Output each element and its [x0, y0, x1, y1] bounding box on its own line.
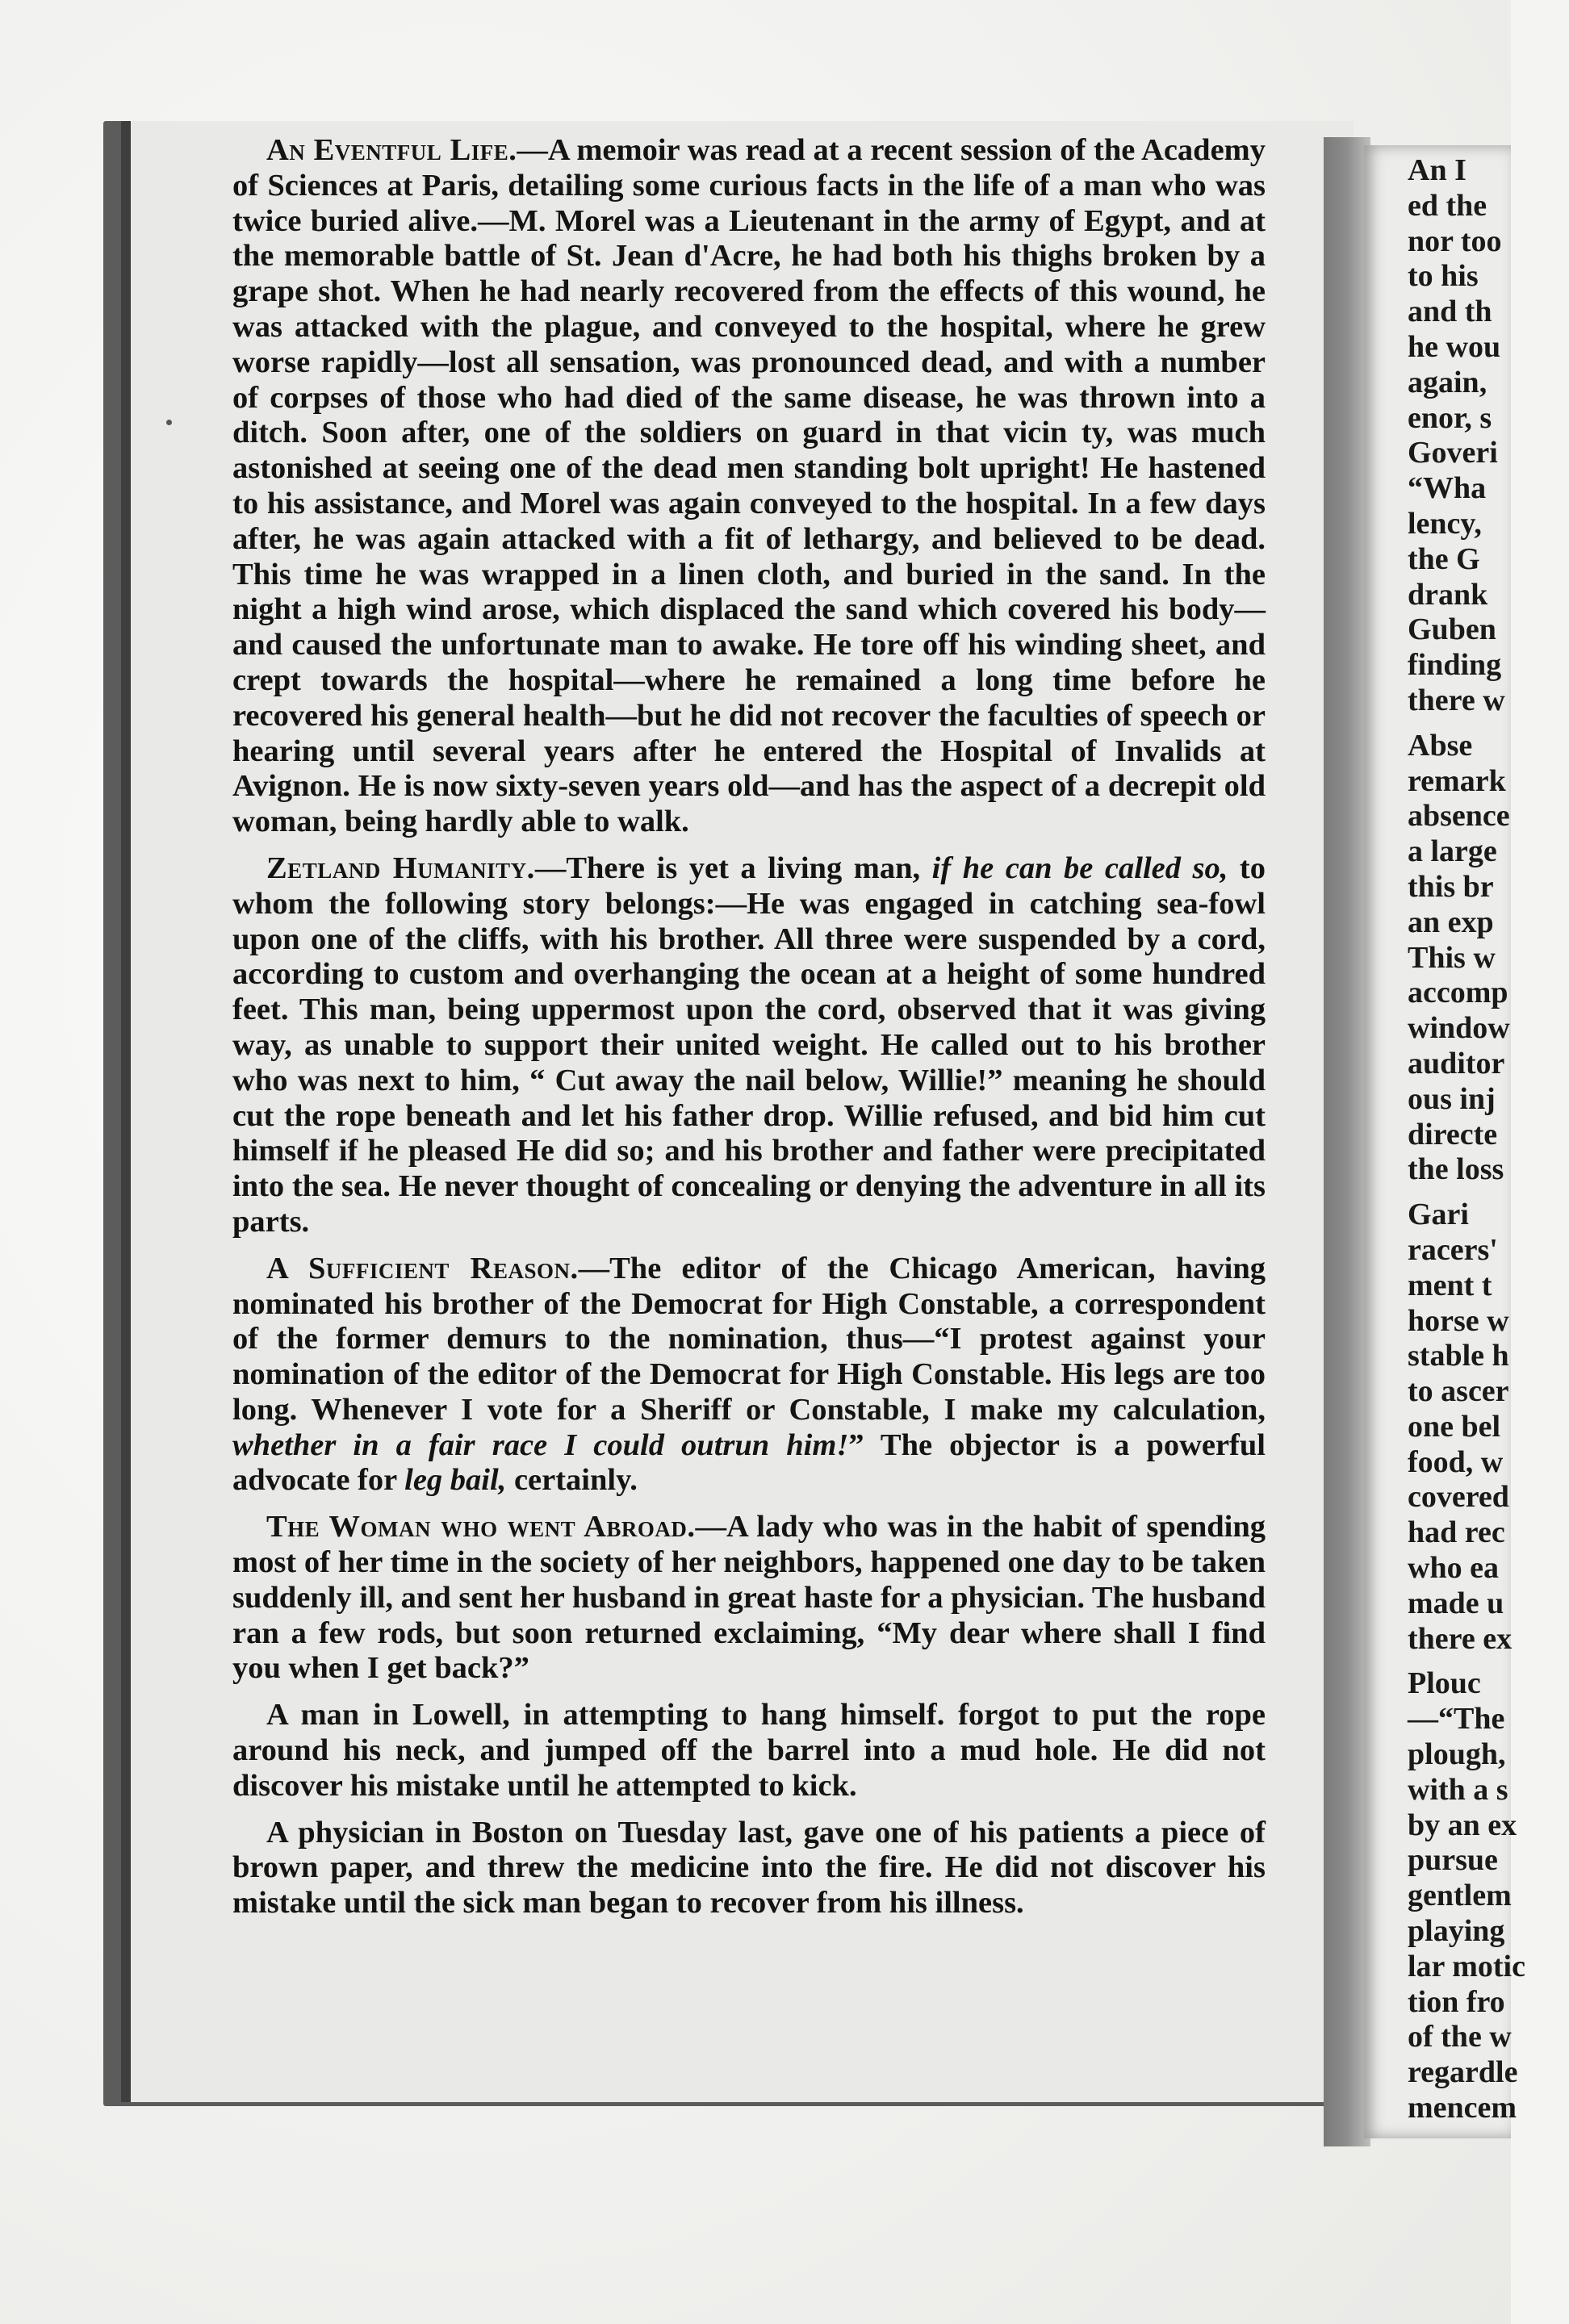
adjacent-page-line: ed the [1408, 188, 1487, 223]
adjacent-page-line: a large [1408, 834, 1497, 869]
adjacent-page-line: window [1408, 1011, 1510, 1046]
adjacent-page-line: directe [1408, 1117, 1498, 1152]
article-woman-abroad [232, 1510, 1266, 1687]
adjacent-page-line: accomp [1408, 976, 1508, 1010]
article-body: to whom the following story belongs:—He was engaged in catching sea-fowl upon one of the cliffs, with his brother. All three were suspended by a cord, according to custom and overhanging the ocean at a height of some hundred feet. This man, being uppermost upon the cord, observed that it was giving way, as unable to support their united weight. He called out to his brother who was next to him, “ Cut away the nail below, Willie!” meaning he should cut the rope beneath and let his father drop. Willie refused, and bid him cut himself if he pleased He did so; and his brother and father were precipitated into the sea. He never thought of concealing or denying the adventure in all its parts. [232, 851, 1266, 1239]
article-body: ” The objector is a powerful advocate for [232, 1427, 1266, 1498]
adjacent-page-line: Gari [1408, 1198, 1469, 1232]
adjacent-page-text [1408, 153, 1569, 2126]
adjacent-page-line: one bel [1408, 1409, 1501, 1444]
adjacent-page-line: playing [1408, 1914, 1505, 1949]
adjacent-page-line: plough, [1408, 1737, 1506, 1772]
article-eventful-life [232, 133, 1266, 840]
adjacent-page-line: made u [1408, 1586, 1504, 1620]
adjacent-page-line: had rec [1408, 1515, 1505, 1550]
adjacent-page-line: Goveri [1408, 436, 1498, 470]
adjacent-page-line: the loss [1408, 1152, 1504, 1187]
adjacent-page-line: racers' [1408, 1232, 1498, 1267]
article-boston-physician [232, 1816, 1266, 1921]
adjacent-page-line: “Wha [1408, 471, 1487, 506]
adjacent-page-line: he wou [1408, 329, 1501, 364]
article-body-italic: leg bail, [404, 1463, 507, 1498]
adjacent-page-line: An I [1408, 153, 1466, 187]
adjacent-page-line: mencem [1408, 2091, 1517, 2125]
adjacent-page-line: auditor [1408, 1046, 1505, 1080]
adjacent-page-line: regardle [1408, 2055, 1518, 2090]
adjacent-page-line: the G [1408, 541, 1480, 576]
adjacent-page-line: lar motic [1408, 1949, 1525, 1983]
adjacent-page-line: nor too [1408, 224, 1502, 258]
adjacent-page-line: with a s [1408, 1772, 1508, 1807]
adjacent-page-line: to ascer [1408, 1374, 1509, 1409]
margin-mark [166, 420, 172, 425]
adjacent-page-line: finding [1408, 648, 1502, 683]
adjacent-page-line: Guben [1408, 612, 1496, 647]
adjacent-page-line: ment t [1408, 1268, 1492, 1302]
adjacent-page-line: of the w [1408, 2020, 1512, 2054]
adjacent-page-line: absence [1408, 799, 1510, 834]
adjacent-page-line: to his [1408, 259, 1479, 294]
article-body-italic: whether in a fair race I could outrun him! [232, 1427, 849, 1462]
article-body-italic: if he can be called so, [931, 851, 1228, 885]
article-heading: A Sufficient Reason. [266, 1251, 579, 1285]
adjacent-page-line: there w [1408, 683, 1505, 717]
adjacent-page-line: stable h [1408, 1339, 1509, 1373]
article-body: —A lady who was in the habit of spending most of her time in the society of her neighbors, happened one day to be taken suddenly ill, and sent her husband in great haste for a physician. The husband ran a few rods, but soon returned exclaiming, “My dear where shall I find you when I get back?” [232, 1510, 1266, 1686]
paragraph-gap [1408, 1657, 1569, 1666]
article-body: certainly. [506, 1463, 638, 1498]
article-heading: Zetland Humanity. [266, 851, 535, 885]
adjacent-page-line: tion fro [1408, 1984, 1505, 2019]
adjacent-page-line: This w [1408, 940, 1496, 975]
adjacent-page-line: this br [1408, 869, 1494, 904]
adjacent-page-line: enor, s [1408, 400, 1492, 435]
article-heading: An Eventful Life. [266, 133, 517, 167]
adjacent-page-line: again, [1408, 365, 1487, 399]
adjacent-page-line: and th [1408, 295, 1492, 329]
adjacent-page-line: gentlem [1408, 1879, 1512, 1913]
article-body: —A memoir was read at a recent session of the Academy of Sciences at Paris, detailing some curious facts in the life of a man who was twice buried alive.—M. Morel was a Lieutenant in the army of Egypt, and at the memorable battle of St. Jean d'Acre, he had both his thighs broken by a grape shot. When he had nearly recovered from the effects of this wound, he was attacked with the plague, and conveyed to the hospital, where he grew worse rapidly—lost all sensation, was pronounced dead, and with a number of corpses of those who had died of the same disease, he was thrown into a ditch. Soon after, one of the soldiers on guard in that vicin ty, was much astonished at seeing one of the dead men standing bolt upright! He hastened to his assistance, and Morel was again conveyed to the hospital. In a few days after, he was again attacked with a fit of lethargy, and believed to be dead. This time he was wrapped in a linen cloth, and buried in the sand. In the night a high wind arose, which displaced the sand which covered his body—and caused the unfortunate man to awake. He tore off his winding sheet, and crept towards the hospital—where he remained a long time before he recovered his general health—but he did not recover the faculties of speech or hearing until several years after he entered the Hospital of Invalids at Avignon. He is now sixty-seven years old—and has the aspect of a decrepit old woman, being hardly able to walk. [232, 133, 1266, 839]
adjacent-page-line: horse w [1408, 1303, 1509, 1338]
adjacent-page-line: Absе [1408, 728, 1473, 763]
article-sufficient-reason [232, 1252, 1266, 1499]
article-body: A physician in Boston on Tuesday last, gave one of his patients a piece of brown paper, and threw the medicine into the fire. He did not discover his mistake until the sick man began to recover from his illness. [232, 1815, 1266, 1921]
main-text-column [232, 133, 1266, 1921]
article-body: —There is yet a living man, [534, 851, 932, 885]
adjacent-page-line: ous inj [1408, 1081, 1496, 1116]
adjacent-page-line: food, w [1408, 1444, 1504, 1479]
adjacent-page-line: by an ex [1408, 1808, 1517, 1842]
adjacent-page-line: remark [1408, 763, 1506, 798]
article-zetland-humanity [232, 851, 1266, 1240]
paragraph-gap [1408, 1188, 1569, 1198]
adjacent-page-line: there ex [1408, 1621, 1513, 1656]
adjacent-page-line: covered [1408, 1480, 1509, 1515]
adjacent-page-line: drank [1408, 577, 1488, 612]
adjacent-page-line: —“The [1408, 1702, 1505, 1737]
adjacent-page-line: lency, [1408, 506, 1482, 541]
adjacent-page-line: who ea [1408, 1551, 1499, 1586]
paragraph-gap [1408, 719, 1569, 729]
article-body: A man in Lowell, in attempting to hang himself. forgot to put the rope around his neck, and jumped off the barrel into a mud hole. He did not discover his mistake until he attempted to kick. [232, 1698, 1266, 1803]
article-heading: The Woman who went Abroad. [266, 1510, 696, 1544]
adjacent-page-line: an exp [1408, 905, 1494, 939]
article-body: —The editor of the Chicago American, having nominated his brother of the Democrat for High Constable, a correspondent of the former demurs to the nomination, thus—“I protest against your nomination of the editor of the Democrat for High Constable. His legs are too long. Whenever I vote for a Sheriff or Constable, I make my calculation, [232, 1251, 1266, 1427]
article-lowell-man [232, 1698, 1266, 1804]
adjacent-page-line: Plouc [1408, 1666, 1481, 1701]
adjacent-page-line: pursue [1408, 1843, 1498, 1878]
